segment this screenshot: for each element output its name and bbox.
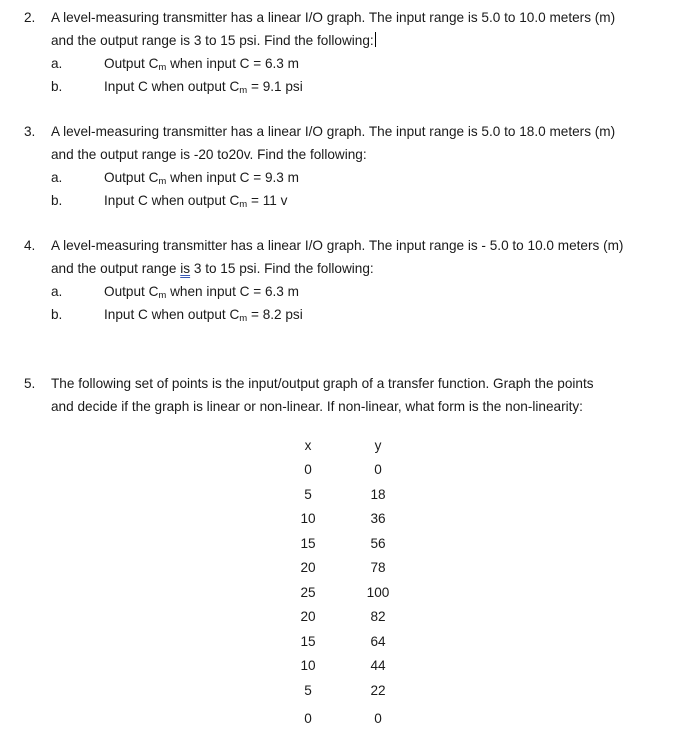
q4-a-pre: Output C xyxy=(104,284,159,299)
q2-a-letter: a. xyxy=(51,56,63,71)
table-cell-y: 64 xyxy=(370,634,386,649)
table-cell-x: 0 xyxy=(304,462,312,477)
q2-b-post: = 9.1 psi xyxy=(247,79,303,94)
table-cell-x: 10 xyxy=(300,658,316,673)
q2-a-post: when input C = 6.3 m xyxy=(166,56,299,71)
q4-a-text xyxy=(104,283,299,301)
q4-a-sub: m xyxy=(158,290,167,301)
q2-a-pre: Output C xyxy=(104,56,159,71)
table-cell-y: 56 xyxy=(370,536,386,551)
q4-b-letter: b. xyxy=(51,307,63,322)
table-header-y: y xyxy=(374,438,382,453)
table-cell-x: 15 xyxy=(300,536,316,551)
q2-b-text xyxy=(104,78,303,96)
q4-b-sub: m xyxy=(239,313,248,324)
q4-b-text xyxy=(104,306,303,324)
table-cell-y: 36 xyxy=(370,511,386,526)
q3-a-sub: m xyxy=(158,176,167,187)
table-cell-y: 82 xyxy=(370,609,386,624)
q4-line1: A level-measuring transmitter has a linear I/O graph. The input range is - 5.0 to 10.0 meters (m) xyxy=(51,238,624,253)
q3-b-letter: b. xyxy=(51,193,63,208)
q2-a-sub: m xyxy=(158,62,167,73)
table-cell-x: 5 xyxy=(304,487,312,502)
q3-a-text xyxy=(104,169,299,187)
q3-b-sub: m xyxy=(239,199,248,210)
table-cell-x: 20 xyxy=(300,609,316,624)
q2-line2 xyxy=(51,32,376,50)
q2-b-pre: Input C when output C xyxy=(104,79,240,94)
q2-line2-text: and the output range is 3 to 15 psi. Find the following: xyxy=(51,33,374,48)
q3-line2: and the output range is -20 to20v. Find the following: xyxy=(51,147,367,162)
q4-number: 4. xyxy=(24,238,36,253)
table-cell-x: 20 xyxy=(300,560,316,575)
table-cell-y: 22 xyxy=(370,683,386,698)
q3-a-pre: Output C xyxy=(104,170,159,185)
table-cell-x: 10 xyxy=(300,511,316,526)
table-cell-y: 78 xyxy=(370,560,386,575)
q4-a-letter: a. xyxy=(51,284,63,299)
table-header-x: x xyxy=(304,438,312,453)
q4-b-post: = 8.2 psi xyxy=(247,307,303,322)
grammar-marked-word: is xyxy=(180,261,191,276)
q4-a-post: when input C = 6.3 m xyxy=(166,284,299,299)
q2-a-text xyxy=(104,55,299,73)
text-cursor xyxy=(375,32,376,47)
table-cell-x: 5 xyxy=(304,683,312,698)
table-cell-x: 25 xyxy=(300,585,316,600)
q4-line2-pre: and the output range xyxy=(51,261,181,276)
q4-line2 xyxy=(51,260,374,278)
table-cell-x: 15 xyxy=(300,634,316,649)
q2-b-letter: b. xyxy=(51,79,63,94)
q3-b-post: = 11 v xyxy=(247,193,288,208)
table-cell-y: 44 xyxy=(370,658,386,673)
q5-line1: The following set of points is the input/output graph of a transfer function. Graph the points xyxy=(51,376,594,391)
q3-b-pre: Input C when output C xyxy=(104,193,240,208)
q3-a-post: when input C = 9.3 m xyxy=(166,170,299,185)
q2-b-sub: m xyxy=(239,85,248,96)
table-cell-y: 0 xyxy=(374,462,382,477)
q3-line1: A level-measuring transmitter has a linear I/O graph. The input range is 5.0 to 18.0 meters (m) xyxy=(51,124,616,139)
q3-a-letter: a. xyxy=(51,170,63,185)
q4-line2-post: 3 to 15 psi. Find the following: xyxy=(190,261,374,276)
q5-number: 5. xyxy=(24,376,36,391)
table-cell-y: 100 xyxy=(366,585,390,600)
q4-b-pre: Input C when output C xyxy=(104,307,240,322)
q5-line2: and decide if the graph is linear or non-linear. If non-linear, what form is the non-linearity: xyxy=(51,399,583,414)
q3-number: 3. xyxy=(24,124,36,139)
q3-b-text xyxy=(104,192,287,210)
q2-number: 2. xyxy=(24,10,36,25)
q2-line1: A level-measuring transmitter has a linear I/O graph. The input range is 5.0 to 10.0 meters (m) xyxy=(51,10,616,25)
table-cell-x: 0 xyxy=(304,711,312,726)
table-cell-y: 0 xyxy=(374,711,382,726)
table-cell-y: 18 xyxy=(370,487,386,502)
